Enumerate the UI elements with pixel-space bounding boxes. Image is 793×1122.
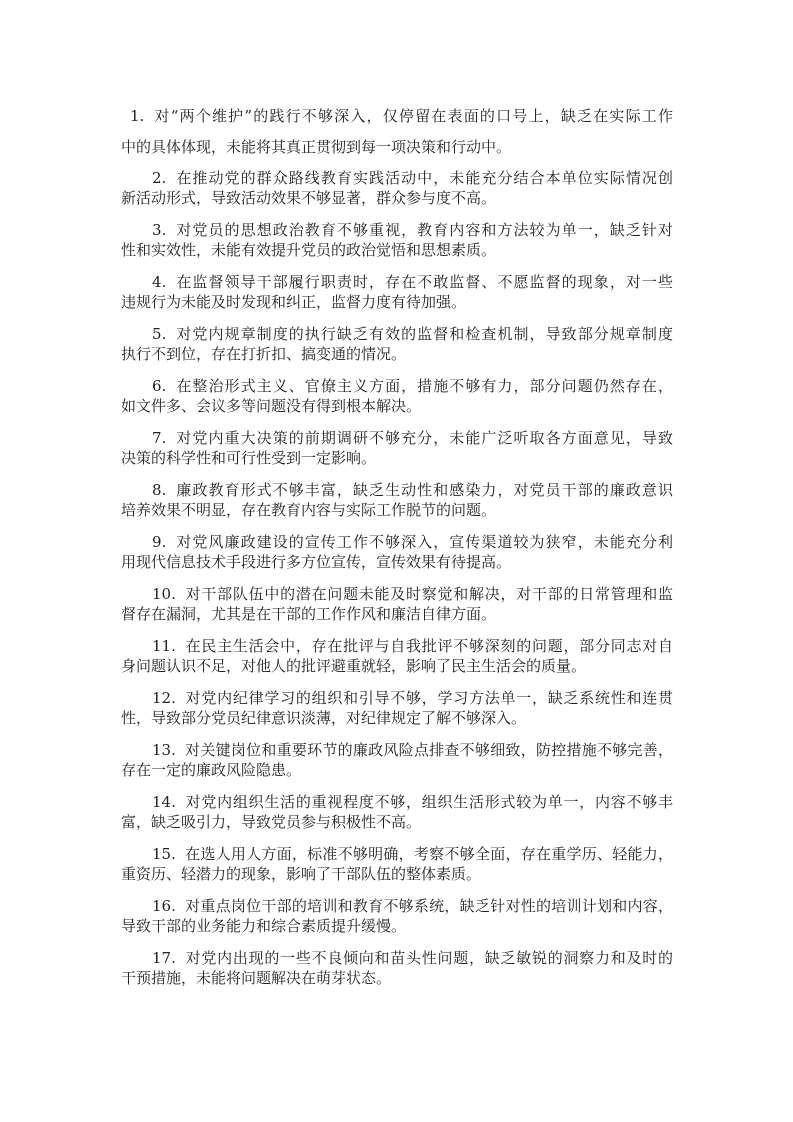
list-item [121, 325, 673, 364]
item-text-line-2: 用现代信息技术手段进行多方位宣传，宣传效果有待提高。 [121, 552, 512, 571]
item-text-line-1: 廉政教育形式不够丰富，缺乏生动性和感染力，对党员干部的廉政意识 [175, 481, 673, 499]
item-text-line-2: 督存在漏洞，尤其是在干部的工作作风和廉洁自律方面。 [121, 604, 497, 623]
item-number: 6. [152, 377, 167, 395]
item-text-line-2: 干预措施，未能将问题解决在萌芽状态。 [121, 968, 392, 987]
item-text-line-2: 新活动形式，导致活动效果不够显著，群众参与度不高。 [121, 188, 497, 207]
list-item [121, 845, 673, 884]
item-first-line [121, 637, 673, 657]
item-first-line [121, 429, 673, 449]
item-first-line [121, 273, 673, 293]
item-number: 12. [152, 689, 176, 707]
item-text-line-2: 性，导致部分党员纪律意识淡薄，对纪律规定了解不够深入。 [121, 708, 527, 727]
item-text-line-1: 对重点岗位干部的培训和教育不够系统，缺乏针对性的培训计划和内容， [184, 897, 673, 915]
list-item [121, 273, 673, 312]
item-number: 8. [152, 481, 167, 499]
item-first-line [121, 585, 673, 605]
document-page [121, 101, 673, 1001]
item-first-line [121, 325, 673, 345]
item-first-line [121, 949, 673, 969]
item-first-line [121, 689, 673, 709]
item-first-line [121, 481, 673, 501]
item-text-line-2: 导致干部的业务能力和综合素质提升缓慢。 [121, 916, 407, 935]
item-number: 5. [152, 325, 167, 343]
item-text-line-1: 对干部队伍中的潜在问题未能及时察觉和解决，对干部的日常管理和监 [184, 585, 673, 603]
item-text-line-1: 对党内组织生活的重视程度不够，组织生活形式较为单一，内容不够丰 [184, 793, 673, 811]
item-first-line [121, 741, 673, 761]
item-text-line-2: 性和实效性，未能有效提升党员的政治觉悟和思想素质。 [121, 240, 497, 259]
item-first-line [121, 169, 673, 189]
item-text-line-1: 在推动党的群众路线教育实践活动中，未能充分结合本单位实际情况创 [175, 169, 673, 187]
item-text-line-1: 对党内纪律学习的组织和引导不够，学习方法单一，缺乏系统性和连贯 [184, 689, 673, 707]
list-item [121, 429, 673, 468]
item-first-line [121, 845, 673, 865]
item-text-line-1: 在监督领导干部履行职责时，存在不敢监督、不愿监督的现象，对一些 [175, 273, 673, 291]
item-first-line [121, 221, 673, 241]
item-text-line-1: 对党内出现的一些不良倾向和苗头性问题，缺乏敏锐的洞察力和及时的 [184, 949, 673, 967]
item-text-line-1: 对党风廉政建设的宣传工作不够深入，宣传渠道较为狭窄，未能充分利 [175, 533, 673, 551]
item-text-line-2: 执行不到位，存在打折扣、搞变通的情况。 [121, 344, 407, 363]
list-item [121, 101, 673, 163]
item-text-line-1: 在整治形式主义、官僚主义方面，措施不够有力，部分问题仍然存在， [175, 377, 673, 395]
item-text-line-1: 在民主生活会中，存在批评与自我批评不够深刻的问题，部分同志对自 [184, 637, 673, 655]
list-item [121, 169, 673, 208]
item-text-line-1: 对“两个维护”的践行不够深入，仅停留在表面的口号上，缺乏在实际工作 [153, 107, 673, 125]
item-number: 15. [152, 845, 176, 863]
item-number: 11. [152, 637, 176, 655]
item-text-line-2: 违规行为未能及时发现和纠正，监督力度有待加强。 [121, 292, 467, 311]
list-item [121, 585, 673, 624]
item-text-line-2: 身问题认识不足，对他人的批评避重就轻，影响了民主生活会的质量。 [121, 656, 587, 675]
item-text-line-2: 如文件多、会议多等问题没有得到根本解决。 [121, 396, 422, 415]
item-text-line-1: 对党内重大决策的前期调研不够充分，未能广泛听取各方面意见，导致 [175, 429, 673, 447]
list-item [121, 221, 673, 260]
list-item [121, 689, 673, 728]
item-first-line [121, 101, 673, 132]
item-text-line-1: 对关键岗位和重要环节的廉政风险点排查不够细致，防控措施不够完善， [184, 741, 673, 759]
list-item [121, 637, 673, 676]
item-text-line-1: 对党员的思想政治教育不够重视，教育内容和方法较为单一，缺乏针对 [175, 221, 673, 239]
list-item [121, 481, 673, 520]
list-item [121, 949, 673, 988]
item-text-line-2: 重资历、轻潜力的现象，影响了干部队伍的整体素质。 [121, 864, 482, 883]
item-number: 10. [152, 585, 176, 603]
item-text-line-2: 存在一定的廉政风险隐患。 [121, 760, 302, 779]
item-first-line [121, 533, 673, 553]
list-item [121, 793, 673, 832]
item-number: 14. [152, 793, 176, 811]
item-text-line-2: 中的具体体现，未能将其真正贯彻到每一项决策和行动中。 [121, 138, 512, 156]
item-number: 3. [152, 221, 167, 239]
item-number: 17. [152, 949, 176, 967]
item-first-line [121, 793, 673, 813]
item-first-line [121, 897, 673, 917]
item-text-line-1: 在选人用人方面，标准不够明确，考察不够全面，存在重学历、轻能力， [184, 845, 673, 863]
list-item [121, 897, 673, 936]
item-number: 2. [152, 169, 167, 187]
item-number: 9. [152, 533, 167, 551]
list-item [121, 533, 673, 572]
item-number: 7. [152, 429, 167, 447]
item-first-line [121, 377, 673, 397]
item-text-line-2: 决策的科学性和可行性受到一定影响。 [121, 448, 377, 467]
item-text-line-1: 对党内规章制度的执行缺乏有效的监督和检查机制，导致部分规章制度 [175, 325, 673, 343]
item-number: 1. [130, 107, 145, 125]
list-item [121, 741, 673, 780]
item-number: 13. [152, 741, 176, 759]
item-number: 16. [152, 897, 176, 915]
list-item [121, 377, 673, 416]
item-number: 4. [152, 273, 167, 291]
item-text-line-2: 富，缺乏吸引力，导致党员参与积极性不高。 [121, 812, 422, 831]
item-text-line-2: 培养效果不明显，存在教育内容与实际工作脱节的问题。 [121, 500, 497, 519]
